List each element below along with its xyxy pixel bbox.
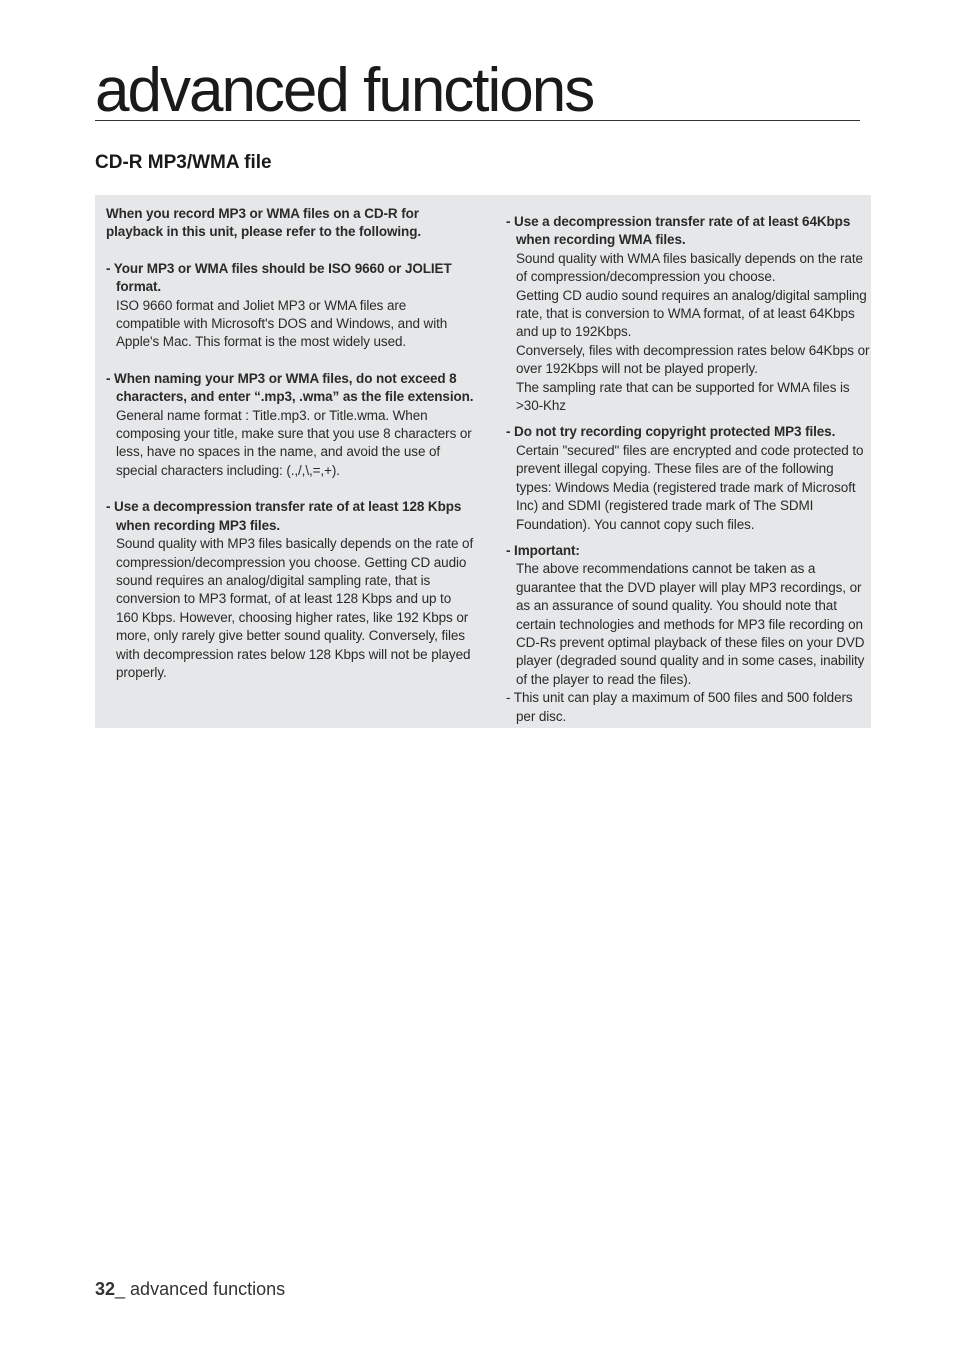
item-paragraph: General name format : Title.mp3. or Title.wma. When composing your title, make sure that you use 8 characters or less, have no spaces in the name, and avoid the use of special characters including: (.,/,\,=,+). — [116, 407, 472, 478]
list-item — [106, 260, 474, 352]
item-paragraph: Sound quality with WMA files basically depends on the rate of compression/decompression you choose. — [516, 250, 863, 285]
info-panel — [95, 195, 871, 728]
list-item — [506, 423, 870, 533]
list-item — [106, 498, 474, 682]
list-item — [106, 370, 474, 480]
item-heading: - Do not try recording copyright protected MP3 files. — [506, 424, 836, 440]
item-body — [506, 442, 870, 534]
item-body — [506, 560, 870, 689]
item-body — [106, 297, 474, 352]
item-heading: - Your MP3 or WMA files should be ISO 9660 or JOLIET format. — [106, 260, 452, 295]
item-heading: - Important: — [506, 542, 580, 558]
left-column — [106, 205, 474, 700]
item-paragraph: The above recommendations cannot be taken as a guarantee that the DVD player will play MP3 recordings, or as an assurance of sound quality. You should note that certain technologies and methods for MP3 file recording on CD-Rs prevent optimal playback of these files on your DVD player (degraded sound quality and in some cases, inability of the player to read the files). — [516, 561, 865, 687]
item-paragraph: Sound quality with MP3 files basically depends on the rate of compression/decompression you choose. Getting CD audio sound requires an analog/digital sampling rate, that is conversion to MP3 format, of at least 128 Kbps and up to 160 Kbps. However, choosing higher rates, like 192 Kbps or more, only rarely give better sound quality. Conversely, files with decompression rates below 128 Kbps will not be played properly. — [116, 536, 474, 680]
list-item — [506, 542, 870, 689]
final-note: - This unit can play a maximum of 500 files and 500 folders per disc. — [506, 690, 853, 724]
list-item — [506, 213, 870, 415]
right-column — [506, 213, 870, 744]
item-paragraph: ISO 9660 format and Joliet MP3 or WMA files are compatible with Microsoft's DOS and Windows, and with Apple's Mac. This format is the most widely used. — [116, 297, 448, 350]
item-paragraph: The sampling rate that can be supported for WMA files is >30-Khz — [516, 379, 850, 414]
item-heading: - When naming your MP3 or WMA files, do not exceed 8 characters, and enter “.mp3, .wma” as the file extension. — [106, 370, 474, 405]
intro-text: When you record MP3 or WMA files on a CD-R for playback in this unit, please refer to the following. — [106, 206, 422, 240]
item-heading: - Use a decompression transfer rate of at least 128 Kbps when recording MP3 files. — [106, 499, 462, 533]
page-number: 32 — [95, 1279, 116, 1299]
item-paragraph: Certain "secured" files are encrypted and code protected to prevent illegal copying. These files are of the following types: Windows Media (registered trade mark of Microsoft Inc) and SDMI (registered trade mark of The SDMI Foundation). You cannot copy such files. — [516, 442, 864, 532]
footer-label: _ advanced functions — [115, 1279, 286, 1299]
page-footer — [95, 1279, 285, 1300]
item-body — [106, 407, 474, 481]
item-paragraph: Getting CD audio sound requires an analog/digital sampling rate, that is conversion to WMA format, of at least 64Kbps and up to 192Kbps. — [516, 287, 867, 340]
item-body — [506, 250, 870, 416]
page-title: advanced functions — [95, 56, 594, 125]
item-body — [106, 535, 474, 682]
item-heading: - Use a decompression transfer rate of at least 64Kbps when recording WMA files. — [506, 214, 851, 248]
title-divider — [95, 120, 860, 121]
section-heading: CD-R MP3/WMA file — [95, 152, 272, 173]
item-paragraph: Conversely, files with decompression rates below 64Kbps or over 192Kbps will not be played properly. — [516, 342, 870, 377]
